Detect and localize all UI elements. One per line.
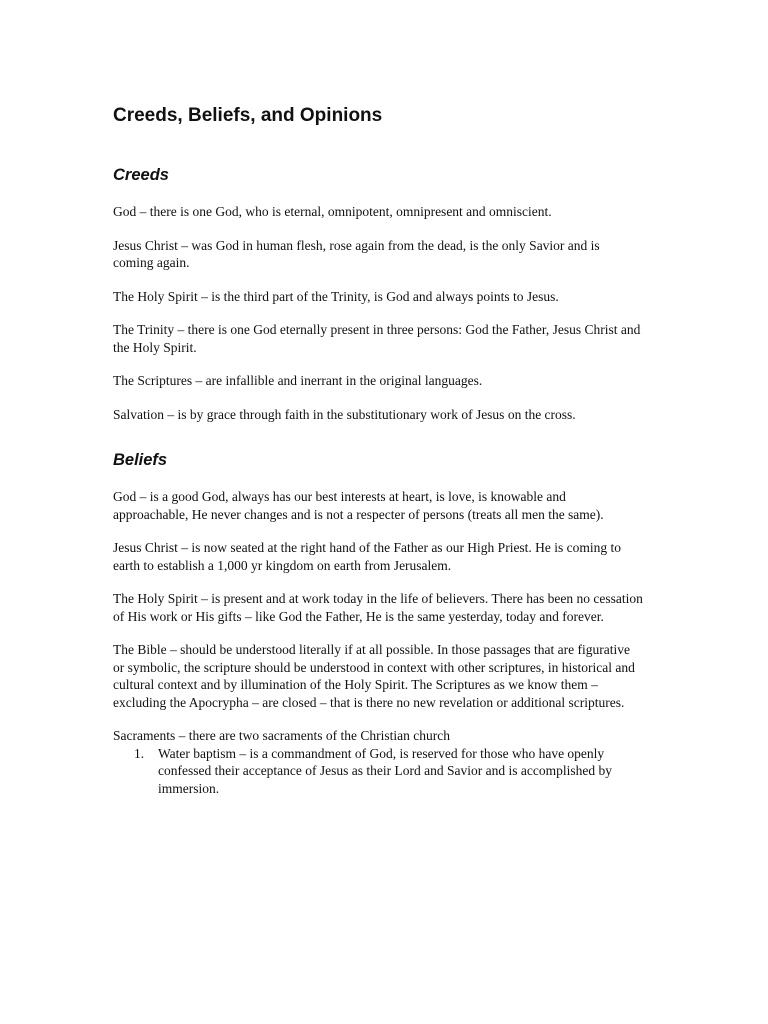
document-title: Creeds, Beliefs, and Opinions (113, 105, 383, 126)
belief-paragraph-god: God – is a good God, always has our best interests at heart, is love, is knowable and approachable, He never changes and is not a respecter of persons (treats all men the same). (113, 489, 604, 522)
belief-paragraph-bible: The Bible – should be understood literally if at all possible. In those passages that are figurative or symbolic, the scripture should be understood in context with other scriptures, in historical and cultural context and by illumination of the Holy Spirit. The Scriptures as we know them – excluding the Apocrypha – are closed – that is there no new revelation or additional scriptures. (113, 642, 635, 710)
creed-paragraph-holy-spirit: The Holy Spirit – is the third part of the Trinity, is God and always points to Jesus. (113, 288, 559, 304)
list-item-number: 1. (134, 745, 145, 761)
belief-paragraph-jesus-christ: Jesus Christ – is now seated at the right hand of the Father as our High Priest. He is coming to earth to establish a 1,000 yr kingdom on earth from Jerusalem. (113, 540, 622, 573)
creed-paragraph-trinity: The Trinity – there is one God eternally present in three persons: God the Father, Jesus Christ and the Holy Spirit. (113, 322, 641, 355)
sacraments-intro: Sacraments – there are two sacraments of the Christian church (113, 728, 450, 743)
list-item-text: Water baptism – is a commandment of God, is reserved for those who have openly confessed their acceptance of Jesus as their Lord and Savior and is accomplished by immersion. (158, 745, 612, 796)
list-item (113, 745, 643, 798)
section-heading-creeds: Creeds (113, 166, 169, 184)
creed-paragraph-god: God – there is one God, who is eternal, omnipotent, omnipresent and omniscient. (113, 204, 552, 219)
creed-paragraph-scriptures: The Scriptures – are infallible and inerrant in the original languages. (113, 373, 483, 388)
belief-paragraph-holy-spirit: The Holy Spirit – is present and at work today in the life of believers. There has been no cessation of His work or His gifts – like God the Father, He is the same yesterday, today and forever. (113, 591, 643, 624)
document-page (113, 104, 643, 797)
creed-paragraph-salvation: Salvation – is by grace through faith in the substitutionary work of Jesus on the cross. (113, 406, 576, 422)
creed-paragraph-jesus-christ: Jesus Christ – was God in human flesh, rose again from the dead, is the only Savior and is coming again. (113, 237, 600, 270)
section-heading-beliefs: Beliefs (113, 451, 168, 469)
sacraments-list (113, 745, 643, 798)
